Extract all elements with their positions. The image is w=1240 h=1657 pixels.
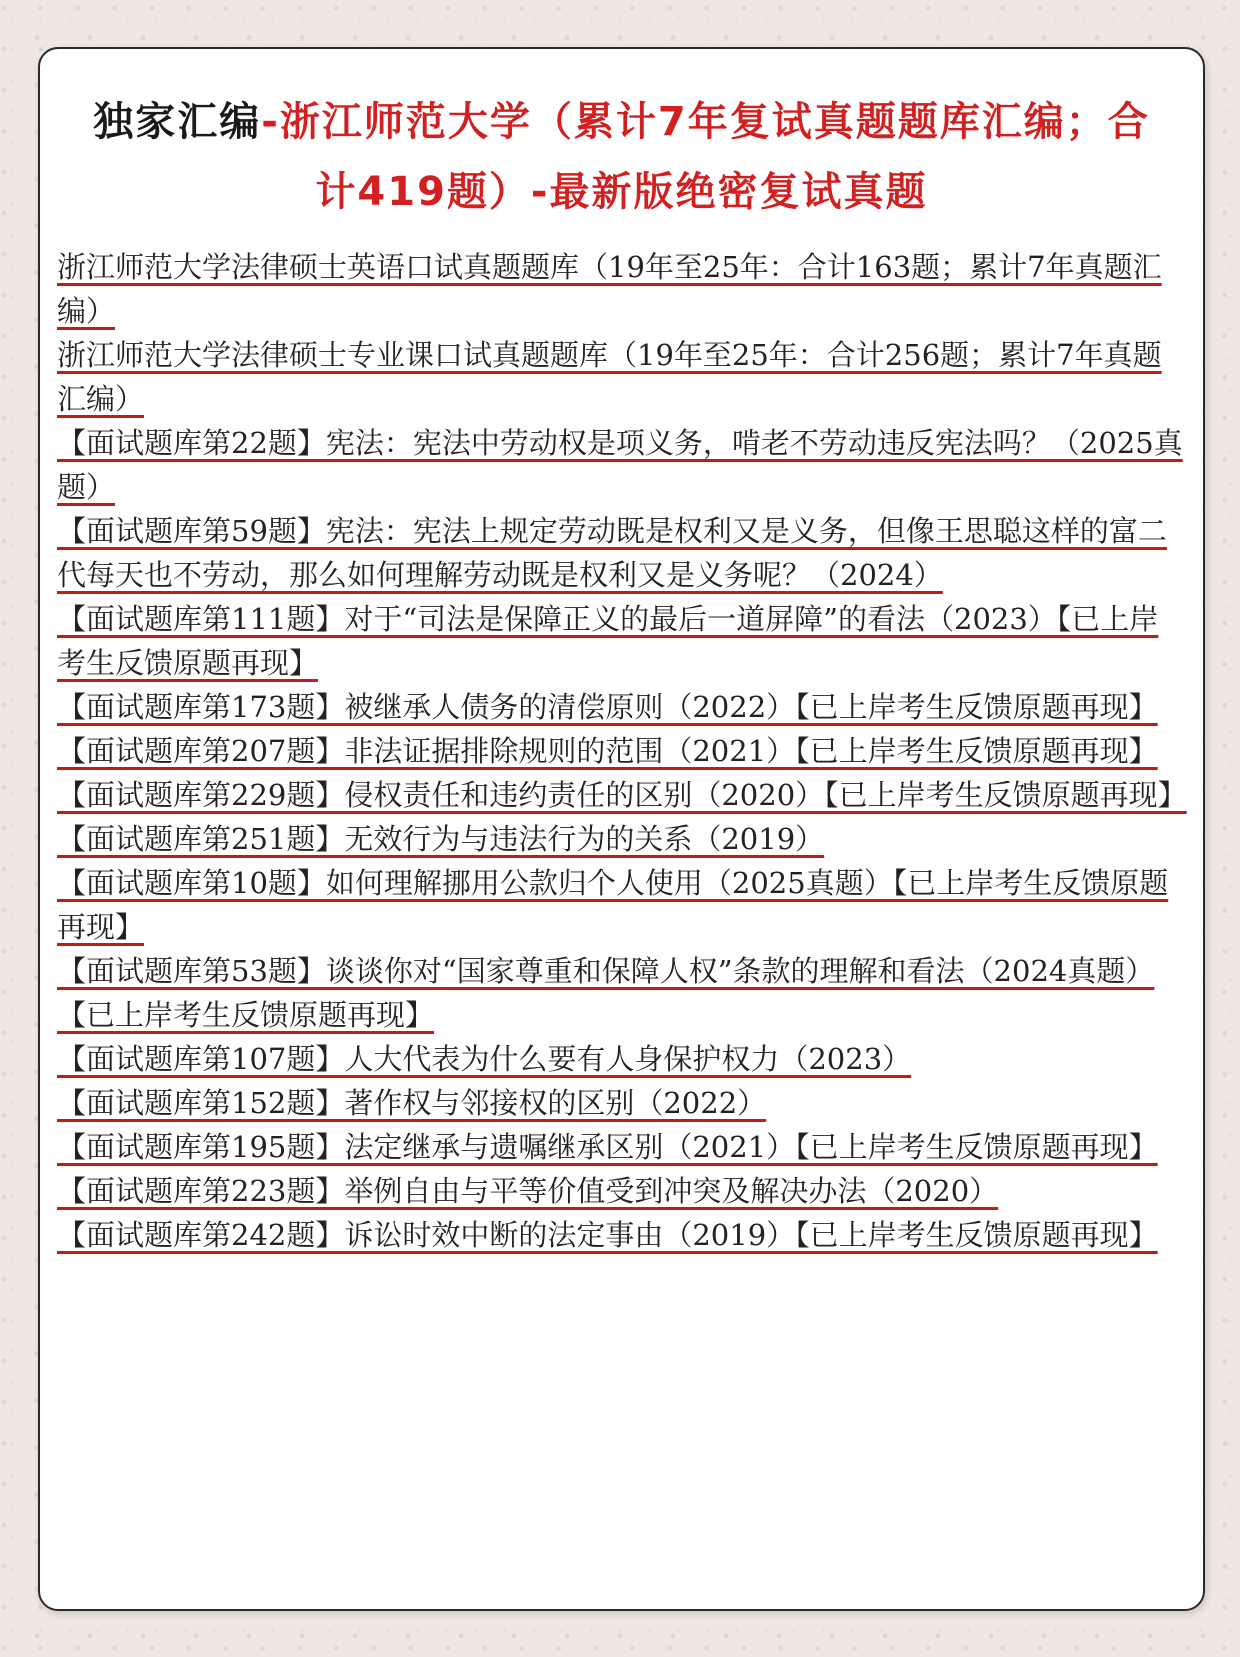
list-item	[57, 333, 1187, 421]
title-main: -浙江师范大学（累计7年复试真题题库汇编；合计419题）-最新版绝密复试真题	[261, 99, 1150, 215]
list-item	[57, 729, 1187, 773]
list-item-text: 浙江师范大学法律硕士英语口试真题题库（19年至25年：合计163题；累计7年真题汇编）	[57, 250, 1162, 328]
list-item	[57, 949, 1187, 1037]
list-item-text: 【面试题库第53题】谈谈你对“国家尊重和保障人权”条款的理解和看法（2024真题）【已上岸考生反馈原题再现】	[57, 954, 1155, 1032]
title-prefix: 独家汇编	[93, 99, 262, 145]
content-card	[38, 47, 1205, 1611]
list-item	[57, 773, 1187, 817]
list-item	[57, 1169, 1187, 1213]
list-item-text: 【面试题库第59题】宪法：宪法上规定劳动既是权利又是义务，但像王思聪这样的富二代每天也不劳动，那么如何理解劳动既是权利又是义务呢？（2024）	[57, 514, 1167, 592]
list-item	[57, 1037, 1187, 1081]
list-item	[57, 597, 1187, 685]
list-item-text: 【面试题库第10题】如何理解挪用公款归个人使用（2025真题）【已上岸考生反馈原题再现】	[57, 866, 1169, 944]
question-list	[57, 245, 1187, 1257]
list-item	[57, 685, 1187, 729]
list-item-text: 【面试题库第173题】被继承人债务的清偿原则（2022）【已上岸考生反馈原题再现】	[57, 690, 1158, 724]
list-item	[57, 817, 1187, 861]
list-item-text: 浙江师范大学法律硕士专业课口试真题题库（19年至25年：合计256题；累计7年真题汇编）	[57, 338, 1162, 416]
list-item-text: 【面试题库第22题】宪法：宪法中劳动权是项义务，啃老不劳动违反宪法吗？（2025真题）	[57, 426, 1183, 504]
list-item-text: 【面试题库第207题】非法证据排除规则的范围（2021）【已上岸考生反馈原题再现】	[57, 734, 1158, 768]
list-item-text: 【面试题库第223题】举例自由与平等价值受到冲突及解决办法（2020）	[57, 1174, 999, 1208]
list-item-text: 【面试题库第195题】法定继承与遗嘱继承区别（2021）【已上岸考生反馈原题再现】	[57, 1130, 1158, 1164]
list-item	[57, 1081, 1187, 1125]
list-item	[57, 861, 1187, 949]
list-item	[57, 1125, 1187, 1169]
list-item-text: 【面试题库第229题】侵权责任和违约责任的区别（2020）【已上岸考生反馈原题再现】	[57, 778, 1187, 812]
list-item-text: 【面试题库第111题】对于“司法是保障正义的最后一道屏障”的看法（2023）【已上岸考生反馈原题再现】	[57, 602, 1159, 680]
list-item	[57, 245, 1187, 333]
list-item	[57, 1213, 1187, 1257]
list-item-text: 【面试题库第152题】著作权与邻接权的区别（2022）	[57, 1086, 767, 1120]
list-item-text: 【面试题库第242题】诉讼时效中断的法定事由（2019）【已上岸考生反馈原题再现】	[57, 1218, 1158, 1252]
list-item	[57, 509, 1187, 597]
list-item-text: 【面试题库第251题】无效行为与违法行为的关系（2019）	[57, 822, 825, 856]
list-item-text: 【面试题库第107题】人大代表为什么要有人身保护权力（2023）	[57, 1042, 912, 1076]
page-title	[80, 87, 1163, 227]
list-item	[57, 421, 1187, 509]
